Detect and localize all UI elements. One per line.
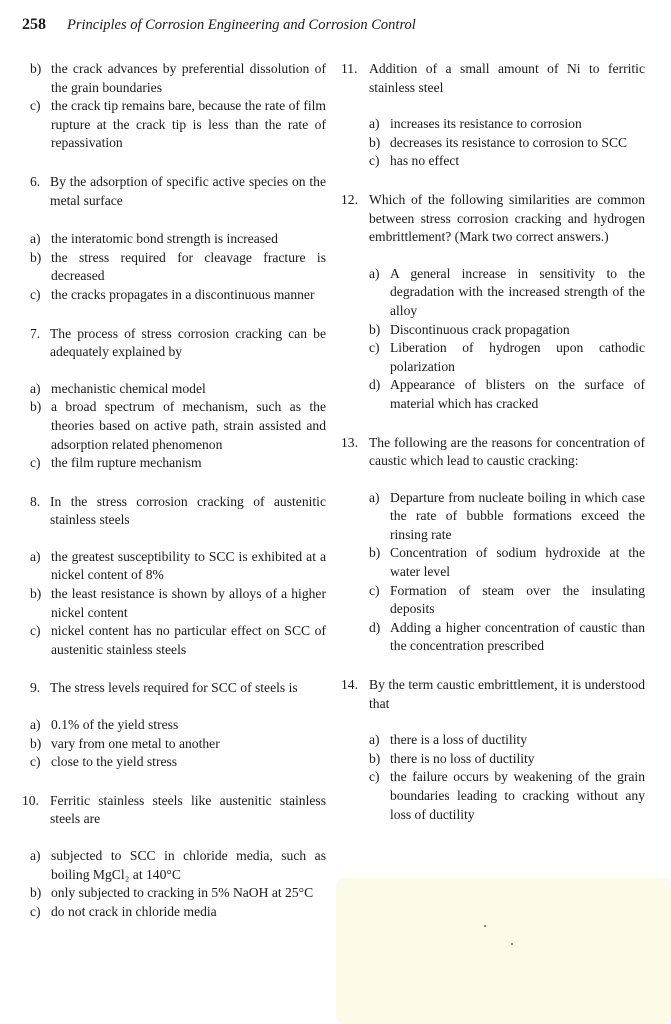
option-text: only subjected to cracking in 5% NaOH at 25°C <box>51 885 314 901</box>
option-letter: b) <box>30 249 42 265</box>
question-number: 6. <box>30 173 41 189</box>
option-text: the interatomic bond strength is increased <box>51 231 278 247</box>
question-text: In the stress corrosion cracking of austenitic stainless steels <box>50 493 326 528</box>
option-text: the film rupture mechanism <box>51 455 202 471</box>
option <box>30 622 326 659</box>
option-letter: c) <box>369 769 380 785</box>
option-letter: c) <box>369 582 380 598</box>
option-letter: b) <box>30 586 42 602</box>
q5-continued-options <box>30 60 326 153</box>
option <box>30 249 326 286</box>
question-text: The process of stress corrosion cracking can be adequately explained by <box>50 325 326 360</box>
question-text: By the term caustic embrittlement, it is understood that <box>369 677 645 711</box>
option-letter: b) <box>30 885 42 901</box>
option-text: vary from one metal to another <box>51 735 220 751</box>
option-text: Adding a higher concentration of caustic than the concentration prescribed <box>390 619 645 654</box>
right-column <box>341 60 645 824</box>
question-9 <box>30 679 326 771</box>
option-letter: b) <box>30 735 42 751</box>
question-11 <box>341 60 645 171</box>
question-14 <box>341 676 645 824</box>
page-header <box>22 14 662 38</box>
question-6 <box>30 173 326 305</box>
option <box>30 884 326 903</box>
option-letter: b) <box>30 399 42 415</box>
question-number: 8. <box>30 493 41 509</box>
option-letter: b) <box>30 61 42 76</box>
option-text: the greatest susceptibility to SCC is exhibited at a nickel content of 8% <box>51 548 326 583</box>
paper-speck <box>511 943 513 945</box>
option <box>30 903 326 922</box>
option <box>30 847 326 884</box>
option-text: the cracks propagates in a discontinuous manner <box>51 286 315 302</box>
option-letter: c) <box>30 903 41 919</box>
option-text: nickel content has no particular effect on SCC of austenitic stainless steels <box>51 623 326 657</box>
question-text: Which of the following similarities are common between stress corrosion cracking and hydrogen embrittlement? (Mark two correct answers.) <box>369 191 645 245</box>
option-text: the crack advances by preferential dissolution of the grain boundaries <box>51 61 326 95</box>
option-text: the stress required for cleavage fracture is decreased <box>51 249 326 284</box>
option <box>30 753 326 772</box>
option-letter: d) <box>369 377 381 393</box>
option-text: A general increase in sensitivity to the degradation with the increased strength of the alloy <box>390 265 645 318</box>
option <box>30 585 326 622</box>
option-letter: c) <box>369 340 380 356</box>
left-column <box>22 60 326 921</box>
question-text: Ferritic stainless steels like austenitic stainless steels are <box>50 792 326 827</box>
option-letter: a) <box>369 116 380 132</box>
option <box>369 750 645 769</box>
option-letter: a) <box>30 231 41 247</box>
option-text: there is a loss of ductility <box>390 732 528 748</box>
option-text: mechanistic chemical model <box>51 380 206 396</box>
option-letter: a) <box>30 548 41 564</box>
option <box>30 60 326 97</box>
option <box>369 134 645 153</box>
option-letter: c) <box>369 153 380 169</box>
option-text: Liberation of hydrogen upon cathodic polarization <box>390 340 645 374</box>
option-text: increases its resistance to corrosion <box>390 116 582 132</box>
option-letter: b) <box>369 750 381 766</box>
option <box>369 321 645 340</box>
question-text: By the adsorption of specific active species on the metal surface <box>50 173 326 208</box>
option <box>369 731 645 750</box>
option-letter: c) <box>30 455 41 471</box>
option-text: decreases its resistance to corrosion to SCC <box>390 134 628 150</box>
option-letter: c) <box>30 754 41 770</box>
option-text: Discontinuous crack propagation <box>390 321 570 337</box>
option-text: Concentration of sodium hydroxide at the water level <box>390 545 645 580</box>
option <box>369 619 645 656</box>
option-text: close to the yield stress <box>51 754 178 770</box>
option-letter: a) <box>30 848 41 863</box>
option-text: the failure occurs by weakening of the grain boundaries leading to cracking without any loss of ductility <box>390 769 645 822</box>
question-number: 10. <box>22 792 39 808</box>
question-text: Addition of a small amount of Ni to ferritic stainless steel <box>369 61 645 95</box>
question-7 <box>30 325 326 473</box>
question-8 <box>30 493 326 660</box>
question-number: 9. <box>30 680 41 696</box>
question-13 <box>341 434 645 657</box>
option-text: a broad spectrum of mechanism, such as the theories based on active path, strain assisted and adsorption related phenomenon <box>51 399 326 452</box>
option-letter: a) <box>30 380 41 396</box>
option <box>30 454 326 473</box>
option <box>30 286 326 305</box>
option <box>30 398 326 454</box>
option <box>30 735 326 754</box>
question-number: 11. <box>341 61 358 76</box>
option <box>30 380 326 399</box>
option-letter: b) <box>369 545 381 561</box>
question-number: 7. <box>30 325 41 341</box>
option <box>369 544 645 581</box>
option-letter: c) <box>30 623 41 639</box>
option <box>369 376 645 413</box>
option <box>369 768 645 824</box>
option-letter: c) <box>30 286 41 302</box>
book-title: Principles of Corrosion Engineering and Corrosion Control <box>67 17 416 33</box>
page-number: 258 <box>22 16 46 33</box>
option <box>30 97 326 153</box>
question-text: The stress levels required for SCC of steels is <box>50 680 298 696</box>
option-text: the crack tip remains bare, because the rate of film rupture at the crack tip is less than the rate of repassivation <box>51 98 326 151</box>
option-letter: b) <box>369 134 381 150</box>
option <box>30 548 326 585</box>
option <box>369 115 645 134</box>
question-number: 12. <box>341 191 358 207</box>
option-letter: d) <box>369 619 381 635</box>
option-letter: c) <box>30 98 41 114</box>
question-12 <box>341 191 645 414</box>
option-text: has no effect <box>390 153 460 169</box>
question-10 <box>22 792 326 922</box>
option <box>30 230 326 249</box>
option-text: 0.1% of the yield stress <box>51 717 179 733</box>
option <box>369 265 645 321</box>
question-number: 14. <box>341 677 358 693</box>
option-letter: a) <box>30 717 41 733</box>
option <box>30 716 326 735</box>
option-text: subjected to SCC in chloride media, such as boiling MgCl₂ at 140°C <box>51 848 326 882</box>
option-text: do not crack in chloride media <box>51 903 217 919</box>
paper-speck <box>484 925 486 927</box>
option <box>369 152 645 171</box>
option-text: Departure from nucleate boiling in which case the rate of bubble formations exceed the rinsing rate <box>390 489 645 542</box>
question-text: The following are the reasons for concentration of caustic which lead to caustic cracking: <box>369 434 645 469</box>
question-number: 13. <box>341 434 358 450</box>
option-text: there is no loss of ductility <box>390 750 535 766</box>
option-text: the least resistance is shown by alloys of a higher nickel content <box>51 586 326 620</box>
faded-paper-patch <box>336 878 671 1024</box>
option-letter: a) <box>369 265 380 281</box>
option-text: Formation of steam over the insulating deposits <box>390 582 645 617</box>
option <box>369 339 645 376</box>
option-letter: b) <box>369 321 381 337</box>
option <box>369 582 645 619</box>
option-letter: a) <box>369 732 380 748</box>
option-letter: a) <box>369 489 380 505</box>
option <box>369 489 645 545</box>
option-text: Appearance of blisters on the surface of material which has cracked <box>390 377 645 411</box>
